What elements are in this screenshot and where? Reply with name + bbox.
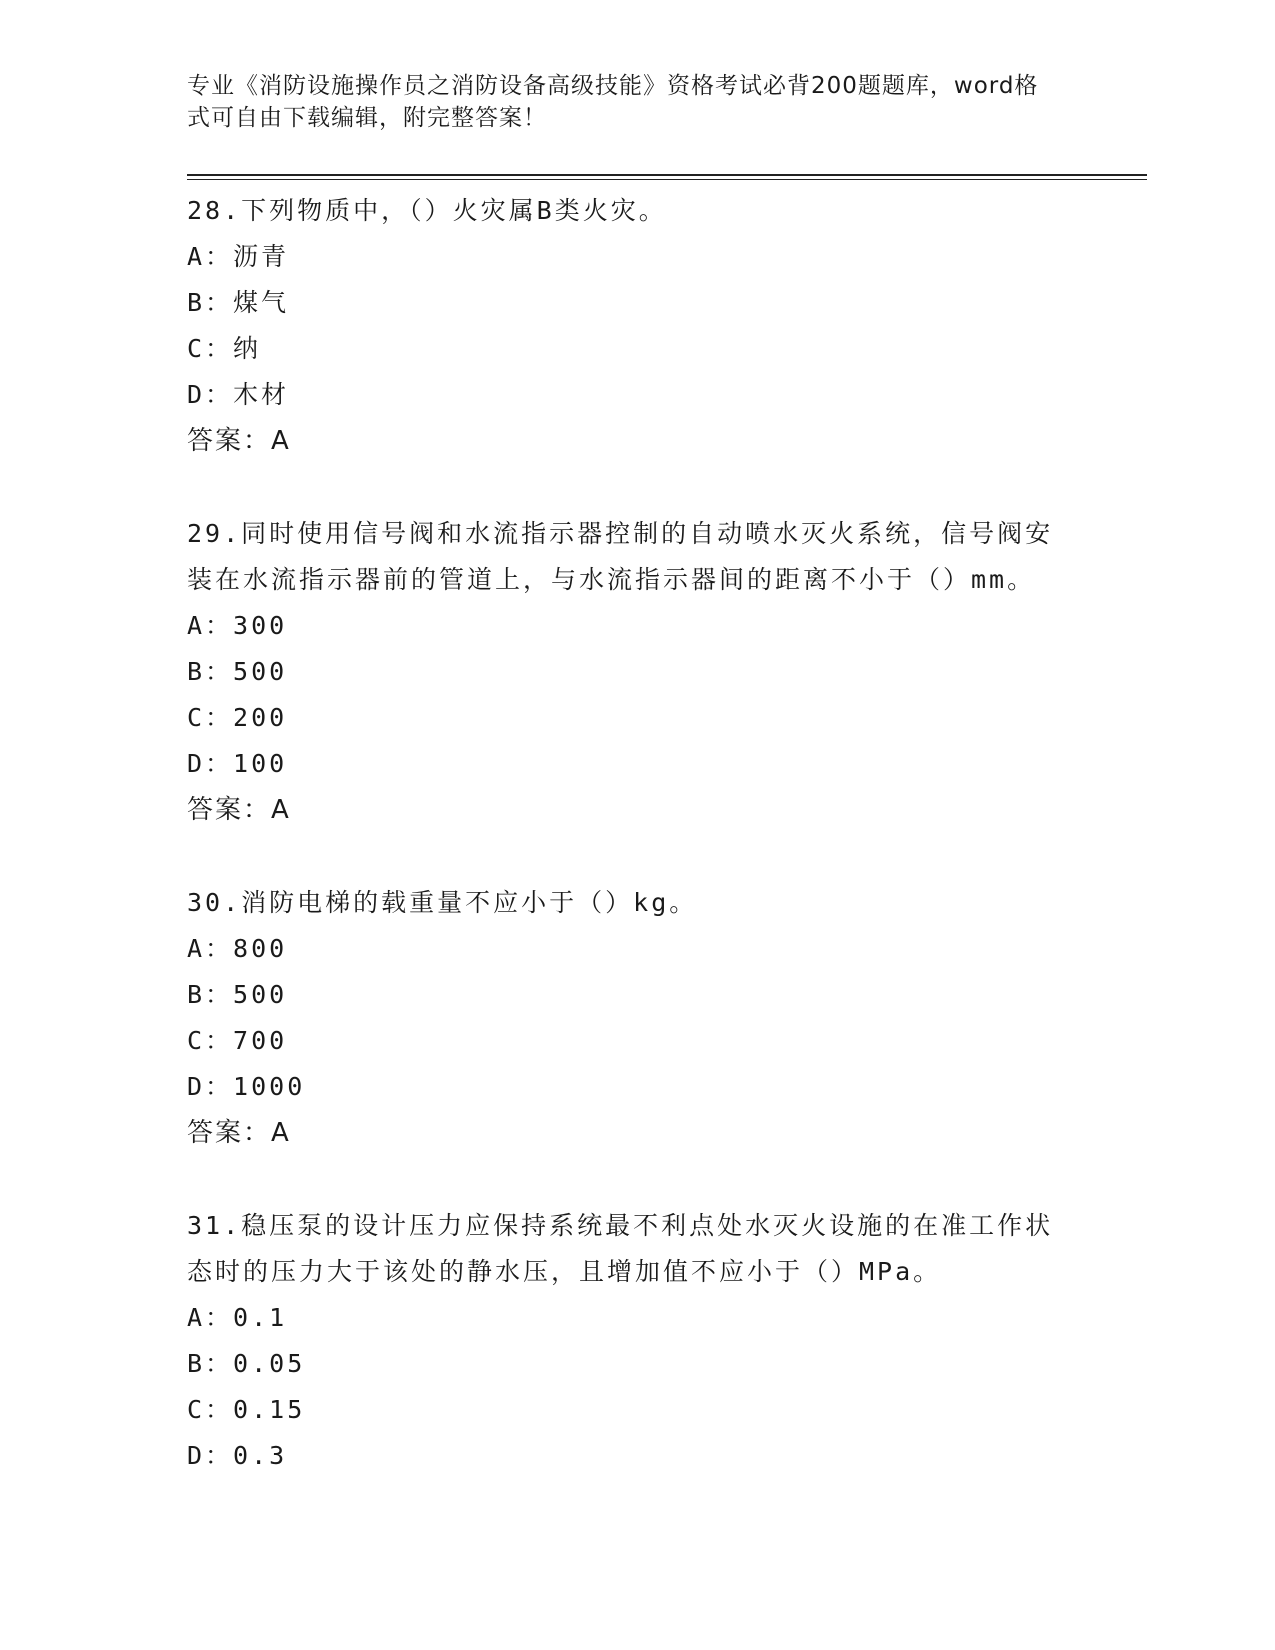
question-list	[187, 188, 1147, 1479]
question-stem: 31.稳压泵的设计压力应保持系统最不利点处水灭火设施的在准工作状	[187, 1211, 1054, 1240]
option-b: B：煤气	[187, 288, 290, 317]
option-d: D：0.3	[187, 1441, 288, 1470]
option-d: D：100	[187, 749, 288, 778]
question-stem-continued: 装在水流指示器前的管道上，与水流指示器间的距离不小于（）mm。	[187, 565, 1036, 594]
question-stem: 29.同时使用信号阀和水流指示器控制的自动喷水灭火系统，信号阀安	[187, 519, 1054, 548]
header-line-1: 专业《消防设施操作员之消防设备高级技能》资格考试必背200题题库，word格	[187, 73, 1039, 99]
answer-line: 答案：A	[187, 1118, 291, 1148]
answer-line: 答案：A	[187, 426, 291, 456]
option-d: D：木材	[187, 380, 290, 409]
option-b: B：0.05	[187, 1349, 306, 1378]
question-stem: 28.下列物质中，（）火灾属B类火灾。	[187, 196, 667, 225]
option-a: A：800	[187, 934, 288, 963]
option-c: C：0.15	[187, 1395, 306, 1424]
question-28	[187, 188, 1147, 464]
document-page	[187, 70, 1147, 1526]
option-b: B：500	[187, 980, 288, 1009]
question-stem-continued: 态时的压力大于该处的静水压，且增加值不应小于（）MPa。	[187, 1257, 942, 1286]
document-header	[187, 70, 1147, 134]
question-30	[187, 880, 1147, 1156]
question-stem: 30.消防电梯的载重量不应小于（）kg。	[187, 888, 698, 917]
question-31	[187, 1203, 1147, 1479]
option-c: C：纳	[187, 334, 262, 363]
question-29	[187, 511, 1147, 833]
header-divider	[187, 174, 1147, 180]
option-a: A：300	[187, 611, 288, 640]
option-d: D：1000	[187, 1072, 306, 1101]
option-a: A：0.1	[187, 1303, 288, 1332]
option-c: C：700	[187, 1026, 288, 1055]
answer-line: 答案：A	[187, 795, 291, 825]
option-a: A：沥青	[187, 242, 290, 271]
option-c: C：200	[187, 703, 288, 732]
option-b: B：500	[187, 657, 288, 686]
header-line-2: 式可自由下载编辑，附完整答案！	[187, 105, 547, 131]
